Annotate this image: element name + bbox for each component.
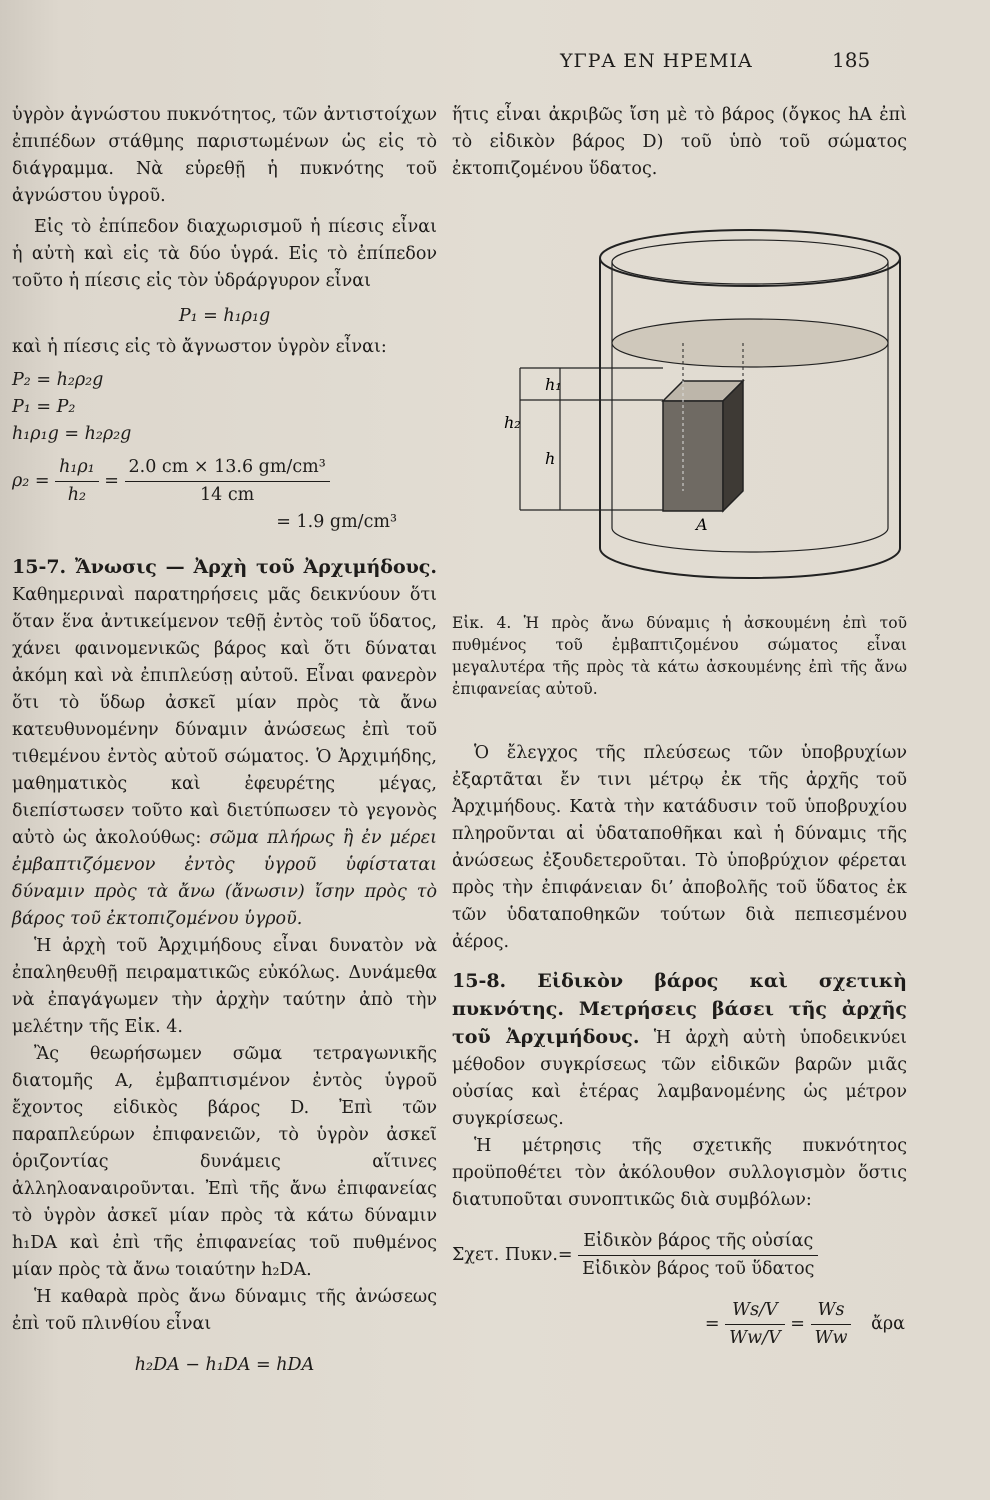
paragraph: Ἡ ἀρχὴ τοῦ Ἀρχιμήδους εἶναι δυνατὸν νὰ ἐπαληθευθῇ πειραματικῶς εὐκόλως. Δυνάμεθα νὰ ἐπαγάγωμεν τὴν ἀρχὴν ταύτην ἀπὸ τὴν μελέτην τῆς Εἰκ. 4. xyxy=(12,936,437,1037)
fraction xyxy=(55,454,99,509)
fraction xyxy=(811,1297,852,1352)
equation: P₁ = h₁ρ₁g xyxy=(178,306,271,326)
equation: h₁ρ₁g = h₂ρ₂g xyxy=(12,424,132,444)
equation: P₂ = h₂ρ₂g xyxy=(12,370,104,390)
numerator: 2.0 cm × 13.6 gm/cm³ xyxy=(125,454,330,482)
relative-density-equation xyxy=(452,1228,907,1283)
right-column xyxy=(452,102,907,183)
page-number: 185 xyxy=(832,48,871,72)
paragraph: καὶ ἡ πίεσις εἰς τὸ ἄγνωστον ὑγρὸν εἶναι: xyxy=(12,337,387,357)
denominator: Ww/V xyxy=(729,1328,781,1348)
paragraph: Εἰς τὸ ἐπίπεδον διαχωρισμοῦ ἡ πίεσις εἶναι ἡ αὐτὴ καὶ εἰς τὰ δύο ὑγρά. Εἰς τὸ ἐπίπεδον τοῦτο ἡ πίεσις εἰς τὸν ὑδράργυρον εἶναι xyxy=(12,217,437,291)
ara-word: ἄρα xyxy=(871,1314,905,1334)
section-heading: 15-8. Εἰδικὸν βάρος καὶ σχετικὴ πυκνότης. Μετρήσεις βάσει τῆς ἀρχῆς τοῦ Ἀρχιμήδους. xyxy=(452,970,907,1048)
fraction xyxy=(125,454,330,509)
liquid-surface xyxy=(612,319,888,367)
italic-statement: σῶμα πλήρως ἢ ἐν μέρει ἐμβαπτιζόμενον ἐντὸς ὑγροῦ ὑφίσταται δύναμιν πρὸς τὰ ἄνω (ἄνωσιν) ἴσην πρὸς τὸ βάρος τοῦ ἐκτοπιζομένου ὑγροῦ. xyxy=(12,828,437,929)
fraction xyxy=(578,1228,818,1283)
equation-lhs: ρ₂ = xyxy=(12,471,50,491)
denominator: h₂ xyxy=(67,485,87,505)
equation-lhs: Σχετ. Πυκν.= xyxy=(452,1245,573,1265)
paragraph: ἥτις εἶναι ἀκριβῶς ἴση μὲ τὸ βάρος (ὄγκος hA ἐπὶ τὸ εἰδικὸν βάρος D) τοῦ ὑπὸ τοῦ σώματος ἐκτοπιζομένου ὕδατος. xyxy=(452,105,907,179)
section-heading: 15-7. Ἄνωσις — Ἀρχὴ τοῦ Ἀρχιμήδους. xyxy=(12,556,437,578)
paragraph: Ἡ μέτρησις τῆς σχετικῆς πυκνότητος προϋποθέτει τὸν ἀκόλουθον συλλογισμὸν ὅστις διατυποῦται συνοπτικῶς διὰ συμβόλων: xyxy=(452,1136,907,1210)
paragraph: Ἡ καθαρὰ πρὸς ἄνω δύναμις τῆς ἀνώσεως ἐπὶ τοῦ πλινθίου εἶναι xyxy=(12,1287,437,1334)
paragraph: ὑγρὸν ἀγνώστου πυκνότητος, τῶν ἀντιστοίχων ἐπιπέδων στάθμης παριστωμένων ὡς εἰς τὸ διάγραμμα. Νὰ εὑρεθῇ ἡ πυκνότης τοῦ ἀγνώστου ὑγροῦ. xyxy=(12,105,437,206)
paragraph-text: Καθημεριναὶ παρατηρήσεις μᾶς δεικνύουν ὅτι ὅταν ἕνα ἀντικείμενον τεθῇ ἐντὸς τοῦ ὕδατος, χάνει φαινομενικῶς βάρος καὶ ὅτι δύναται ἀκόμη καὶ νὰ ἐπιπλεύσῃ αὐτοῦ. Εἶναι φανερὸν ὅτι τὸ ὕδωρ ἀσκεῖ μίαν πρὸς τὰ ἄνω κατευθυνομένην δύναμιν ἀνώσεως ἐπὶ τοῦ τιθεμένου ἐντὸς αὐτοῦ σώματος. Ὁ Ἀρχιμήδης, μαθηματικὸς καὶ ἐφευρέτης μέγας, διεπίστωσεν τοῦτο καὶ διετύπωσεν τὸ γεγονὸς αὐτὸ ὡς ἀκολούθως: xyxy=(12,585,437,848)
label-h2: h₂ xyxy=(504,413,521,432)
label-a: A xyxy=(696,515,708,534)
numerator: Ws xyxy=(811,1297,852,1325)
numerator: Ws/V xyxy=(725,1297,785,1325)
fraction xyxy=(725,1297,785,1352)
equation-result: = 1.9 gm/cm³ xyxy=(276,512,397,532)
immersed-block xyxy=(663,343,743,511)
equation: h₂DA − h₁DA = hDA xyxy=(134,1355,315,1375)
section-paragraph xyxy=(452,968,907,1133)
running-header: ΥΓΡΑ ΕΝ ΗΡΕΜΙΑ xyxy=(560,50,753,72)
paragraph: Ἂς θεωρήσωμεν σῶμα τετραγωνικῆς διατομῆς A, ἐμβαπτισμένον ἐντὸς ὑγροῦ ἔχοντος εἰδικὸς βάρος D. Ἐπὶ τῶν παραπλεύρων ἐπιφανειῶν, τὸ ὑγρὸν ἀσκεῖ ὁριζοντίας δυνάμεις αἵτινες ἀλληλοαναιροῦνται. Ἐπὶ τῆς ἄνω ἐπιφανείας τὸ ὑγρὸν ἀσκεῖ μίαν πρὸς τὰ κάτω δύναμιν h₁DA καὶ ἐπὶ τῆς ἐπιφανείας τοῦ πυθμένος μίαν πρὸς τὰ ἄνω τοιαύτην h₂DA. xyxy=(12,1044,437,1280)
section-paragraph xyxy=(12,554,437,933)
paragraph: Ὁ ἔλεγχος τῆς πλεύσεως τῶν ὑποβρυχίων ἐξαρτᾶται ἔν τινι μέτρῳ ἐκ τῆς ἀρχῆς τοῦ Ἀρχιμήδους. Κατὰ τὴν κατάδυσιν τοῦ ὑποβρυχίου πληροῦνται αἱ ὑδαταποθῆκαι καὶ ἡ δύναμις τῆς ἀνώσεως ἐξουδετεροῦται. Τὸ ὑποβρύχιον φέρεται πρὸς τὴν ἐπιφάνειαν δι’ ἀποβολῆς τοῦ ὕδατος ἐκ τῶν ὑδαταποθηκῶν τούτων διὰ πεπιεσμένου ἀέρος. xyxy=(452,743,907,952)
right-column-lower xyxy=(452,612,907,1352)
denominator: 14 cm xyxy=(200,485,255,505)
paragraph-text: Ἡ ἀρχὴ αὐτὴ ὑποδεικνύει μέθοδον συγκρίσεως τῶν εἰδικῶν βαρῶν μιᾶς οὐσίας καὶ ἑτέρας λαμβανομένης ὡς μέτρον συγκρίσεως. xyxy=(452,1028,907,1129)
numerator: h₁ρ₁ xyxy=(55,454,99,482)
density-equation: ρ₂ = $\frac{\text{h₁ρ₁}}{\text{h₂}}$ = $\frac{\text{2.0 cm × 13.6 gm/cm³}}{14 cm}$ xyxy=(12,454,437,509)
ratio-equation: = $\frac{Ws/V}{Ww/V}$ = $\frac{Ws}{Ww}$ ἄρα xyxy=(452,1297,907,1352)
label-h1: h₁ xyxy=(545,375,562,394)
figure-caption: Εἰκ. 4. Ἡ πρὸς ἄνω δύναμις ἡ ἀσκουμένη ἐπὶ τοῦ πυθμένος τοῦ ἐμβαπτιζομένου σώματος εἶναι μεγαλυτέρα τῆς πρὸς τὰ κάτω ἀσκουμένης ἐπὶ τῆς ἄνω ἐπιφανείας αὐτοῦ. xyxy=(452,614,907,698)
cylinder-rim xyxy=(600,230,900,286)
label-h: h xyxy=(545,449,556,468)
equation: P₁ = P₂ xyxy=(12,397,76,417)
denominator: Εἰδικὸν βάρος τοῦ ὕδατος xyxy=(582,1259,815,1279)
denominator: Ww xyxy=(814,1328,848,1348)
numerator: Εἰδικὸν βάρος τῆς οὐσίας xyxy=(578,1228,818,1256)
left-column xyxy=(12,102,437,1379)
archimedes-figure xyxy=(500,218,930,598)
